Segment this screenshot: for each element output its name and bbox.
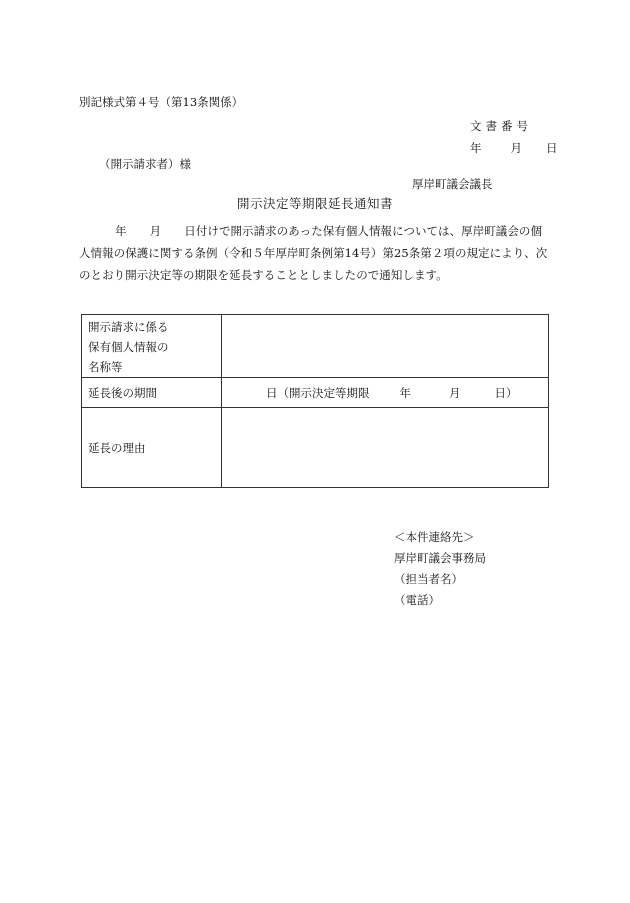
- label-line: 開示請求に係る: [88, 320, 169, 334]
- table-row: [82, 408, 549, 488]
- info-table: [81, 314, 549, 488]
- period-day-close: 日）: [494, 385, 518, 400]
- contact-phone: （電話）: [394, 593, 440, 607]
- label-line: 名称等: [88, 360, 123, 374]
- contact-block: [394, 527, 486, 611]
- period-year: 年: [399, 385, 411, 400]
- table-row: [82, 315, 549, 378]
- document-title: 開示決定等期限延長通知書: [236, 196, 393, 211]
- extended-period-label: 延長後の期間: [82, 378, 222, 408]
- extension-reason-label: 延長の理由: [82, 408, 222, 488]
- table-row: [82, 378, 549, 408]
- document-date: [470, 143, 558, 155]
- personal-info-name-label: [82, 315, 222, 378]
- extension-reason-value: [222, 408, 549, 488]
- personal-info-name-value: [222, 315, 549, 378]
- date-month-label: 月: [510, 141, 522, 155]
- contact-person: （担当者名）: [394, 572, 463, 586]
- period-deadline-open: （開示決定等期限: [277, 385, 370, 400]
- contact-office: 厚岸町議会事務局: [394, 551, 486, 565]
- contact-heading: ＜本件連絡先＞: [394, 530, 475, 544]
- form-label: 別記様式第４号（第13条関係）: [79, 95, 244, 109]
- period-month: 月: [449, 385, 461, 400]
- document-number-label: 文書番号: [470, 119, 532, 133]
- addressee: （開示請求者）様: [99, 157, 191, 171]
- extended-period-value: [222, 378, 549, 408]
- date-year-label: 年: [470, 141, 482, 155]
- body-paragraph: 年 月 日付けで開示請求のあった保有個人情報については、厚岸町議会の個人情報の保護に関する条例（令和５年厚岸町条例第14号）第25条第２項の規定により、次のとおり開示決定等の期限を延長することとしましたので通知します。: [79, 224, 548, 282]
- date-day-label: 日: [546, 141, 558, 155]
- issuer: 厚岸町議会議長: [412, 177, 493, 191]
- label-line: 保有個人情報の: [88, 340, 169, 354]
- period-day: 日: [266, 385, 278, 400]
